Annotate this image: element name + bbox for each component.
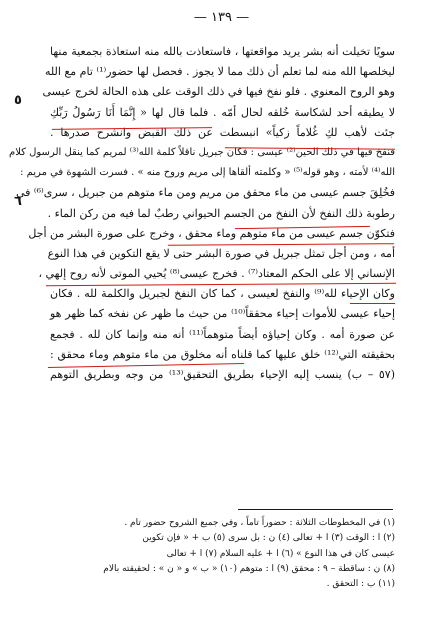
text-line: فنفخ فيها في ذلك الحين⁽²⁾ عيسى : فكان جبريل ناقلاً كلمة الله⁽³⁾ لمريم كما ينقل الرسول كلام xyxy=(9,146,395,158)
footnote-line: (٢) ا : الوقت (٣) ا + تعالى (٤) ن : بل سرى (٥) ب + « فإن تكوين xyxy=(142,533,395,544)
text-line: لا يطيقه أحد لشكاسة خُلقه لحال أمّه . فلما قال لها « إِنَّمَا أَنَا رَسُولُ رَبِّكِ xyxy=(50,105,395,119)
page-number: — ١٣٩ — xyxy=(193,10,250,25)
text-line: عن صورة أمه . وكان إحياؤه أيضاً متوهماً⁽¹¹⁾ أنه منه وإنما كان لله . فجمع xyxy=(50,327,395,341)
red-underline xyxy=(350,303,395,304)
margin-line-number: ٥ xyxy=(14,93,22,108)
text-line: رطوبة ذلك النفخ لأن النفخ من الجسم الحيواني رطبٌ لما فيه من ركن الماء . xyxy=(47,206,395,220)
margin-line-number: ٦ xyxy=(14,194,22,209)
text-line: فتكوّن جسم عيسى من ماء متوهم وماء محقق ، وخرج على صورة البشر من أجل xyxy=(28,226,395,240)
text-line: أمه ، ومن أجل تمثل جبريل في صورة البشر حتى لا يقع التكوين في هذا النوع xyxy=(47,246,395,260)
text-line: بحقيقته التي⁽¹²⁾ خلق عليها كما قلناه أنه مخلوق من ماء متوهم وماء محقق : xyxy=(50,347,396,361)
text-line: سويًا تخيلت أنه بشر يريد مواقعتها ، فاستعاذت بالله منه استعاذة بجمعية منها xyxy=(50,45,395,58)
footnotes xyxy=(44,516,395,592)
text-line: الإنساني إلا على الحكم المعتاد⁽⁷⁾ . فخرج عيسى⁽⁸⁾ يُحيي الموتى لأنه روح إلهي ، xyxy=(38,267,395,281)
text-line: جئت لأهب لكِ غُلاماً زكياً» انبسطت عن ذلك القبض وانشرح صدرها . xyxy=(50,125,395,139)
footnote-line: عيسى كان في هذا النوع » (٦) ا + عليه السلام (٧) ا + تعالى xyxy=(166,548,395,559)
text-line: وهو الروح المعنوي . فلو نفخ فيها في ذلك الوقت على هذه الحالة لخرج عيسى xyxy=(42,85,395,99)
text-line: ليخلصها الله منه لما تعلم أن ذلك مما لا يجوز . فحصل لها حضور⁽¹⁾ تام مع الله xyxy=(44,65,395,79)
text-line: الله⁽⁴⁾ لأمته ، وهو قوله⁽⁵⁾ « وكلمته ألقاها إلى مريم وروح منه » . فسرت الشهوة في مريم : xyxy=(20,167,395,179)
footnote-separator xyxy=(238,509,393,510)
text-line: وكان الإحياء لله⁽⁹⁾ والنفخ لعيسى ، كما كان النفخ لجبريل والكلمة لله . فكان xyxy=(50,287,395,301)
footnote-line: (٨) ن : ساقطة – ٩ : محقق (٩) ا : متوهم (١٠) « ب » و « ن » : لحقيقته بالام xyxy=(103,563,395,574)
footnote-line: (١) في المخطوطات الثلاثة : حضوراً تاماً ، وفي جميع الشروح حضور تام . xyxy=(124,518,395,528)
footnote-line: (١١) ب : التحقق . xyxy=(326,579,395,590)
body-text xyxy=(9,42,396,385)
text-line: فخُلِقَ جسم عيسى من ماء محقق من مريم ومن ماء متوهم من جبريل ، سرى⁽⁶⁾ في xyxy=(16,186,395,200)
text-line: إحياء عيسى للأموات إحياء محققاً⁽¹⁰⁾ من حيث ما ظهر عن نفخه كما ظهر هو xyxy=(50,307,395,321)
text-line: (٥٧ – ب) ينسب إليه الإحياء بطريق التحقيق⁽¹³⁾ من وجه وبطريق التوهم xyxy=(50,368,395,381)
